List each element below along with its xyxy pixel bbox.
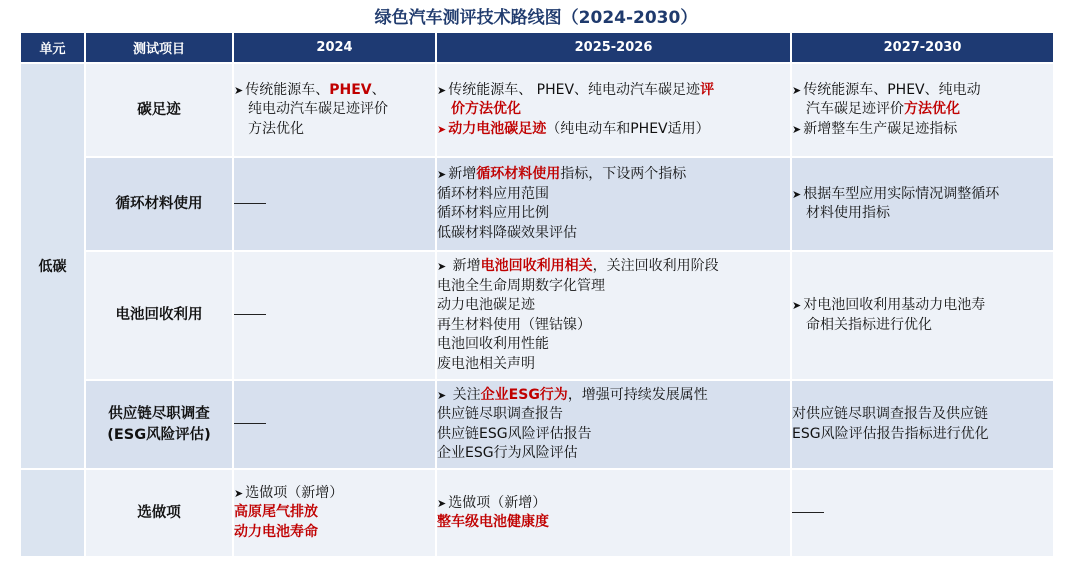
unit-empty: [20, 469, 85, 557]
unit-low-carbon: 低碳: [20, 63, 85, 469]
item-recycled-materials: 循环材料使用: [85, 157, 233, 251]
arrow-bullet-icon: ➤: [437, 388, 447, 402]
cell-supply-2025: ➤ 关注企业ESG行为，增强可持续发展属性 供应链尽职调查报告 供应链ESG风险评估报告 企业ESG行为风险评估: [436, 380, 791, 469]
dash-line: [234, 203, 266, 204]
arrow-bullet-icon: ➤: [437, 168, 447, 181]
table-row: [20, 251, 1054, 380]
page-title: 绿色汽车测评技术路线图（2024-2030）: [374, 8, 698, 28]
cell-battery-2024: [233, 251, 436, 380]
header-2025-2026: 2025-2026: [436, 32, 791, 63]
header-2027-2030: 2027-2030: [791, 32, 1054, 63]
roadmap-table: [19, 31, 1055, 558]
arrow-bullet-icon: ➤: [234, 83, 244, 97]
cell-battery-2025: ➤ 新增电池回收利用相关，关注回收利用阶段 电池全生命周期数字化管理 动力电池碳足迹 再生材料使用（锂钴镍） 电池回收利用性能 废电池相关声明: [436, 251, 791, 380]
cell-supply-2027: 对供应链尽职调查报告及供应链 ESG风险评估报告指标进行优化: [791, 380, 1054, 469]
arrow-bullet-icon: ➤: [792, 122, 802, 136]
dash-line: [792, 512, 824, 513]
cell-recycle-2027: ➤ 根据车型应用实际情况调整循环 材料使用指标: [791, 157, 1054, 251]
arrow-bullet-icon: ➤: [437, 122, 447, 136]
cell-recycle-2024: [233, 157, 436, 251]
cell-carbon-2024: ➤ 传统能源车、PHEV、 纯电动汽车碳足迹评价 方法优化: [233, 63, 436, 157]
arrow-bullet-icon: ➤: [437, 260, 447, 273]
item-battery-recycling: 电池回收利用: [85, 251, 233, 380]
cell-recycle-2025: ➤ 新增循环材料使用指标，下设两个指标 循环材料应用范围 循环材料应用比例 低碳材料降碳效果评估: [436, 157, 791, 251]
dash-line: [234, 423, 266, 424]
cell-optional-2025: ➤ 选做项（新增） 整车级电池健康度: [436, 469, 791, 557]
arrow-bullet-icon: ➤: [437, 83, 447, 97]
item-supply-chain: 供应链尽职调查 (ESG风险评估): [85, 380, 233, 469]
arrow-bullet-icon: ➤: [437, 496, 447, 510]
cell-optional-2027: [791, 469, 1054, 557]
arrow-bullet-icon: ➤: [792, 299, 802, 312]
cell-carbon-2025: ➤ 传统能源车、 PHEV、纯电动汽车碳足迹评 价方法优化 ➤ 动力电池碳足迹（纯电动车和PHEV适用）: [436, 63, 791, 157]
table-row: [20, 380, 1054, 469]
header-row: [20, 32, 1054, 63]
header-unit: 单元: [20, 32, 85, 63]
dash-line: [234, 314, 266, 315]
item-carbon-footprint: 碳足迹: [85, 63, 233, 157]
cell-optional-2024: ➤ 选做项（新增） 高原尾气排放 动力电池寿命: [233, 469, 436, 557]
table-row: [20, 157, 1054, 251]
item-optional: 选做项: [85, 469, 233, 557]
cell-supply-2024: [233, 380, 436, 469]
cell-battery-2027: ➤ 对电池回收利用基动力电池寿 命相关指标进行优化: [791, 251, 1054, 380]
arrow-bullet-icon: ➤: [234, 486, 244, 500]
header-test-item: 测试项目: [85, 32, 233, 63]
cell-carbon-2027: ➤ 传统能源车、PHEV、纯电动 汽车碳足迹评价方法优化 ➤ 新增整车生产碳足迹指标: [791, 63, 1054, 157]
arrow-bullet-icon: ➤: [792, 187, 802, 201]
table-row: [20, 469, 1054, 557]
table-row: [20, 63, 1054, 157]
arrow-bullet-icon: ➤: [792, 83, 802, 97]
header-2024: 2024: [233, 32, 436, 63]
